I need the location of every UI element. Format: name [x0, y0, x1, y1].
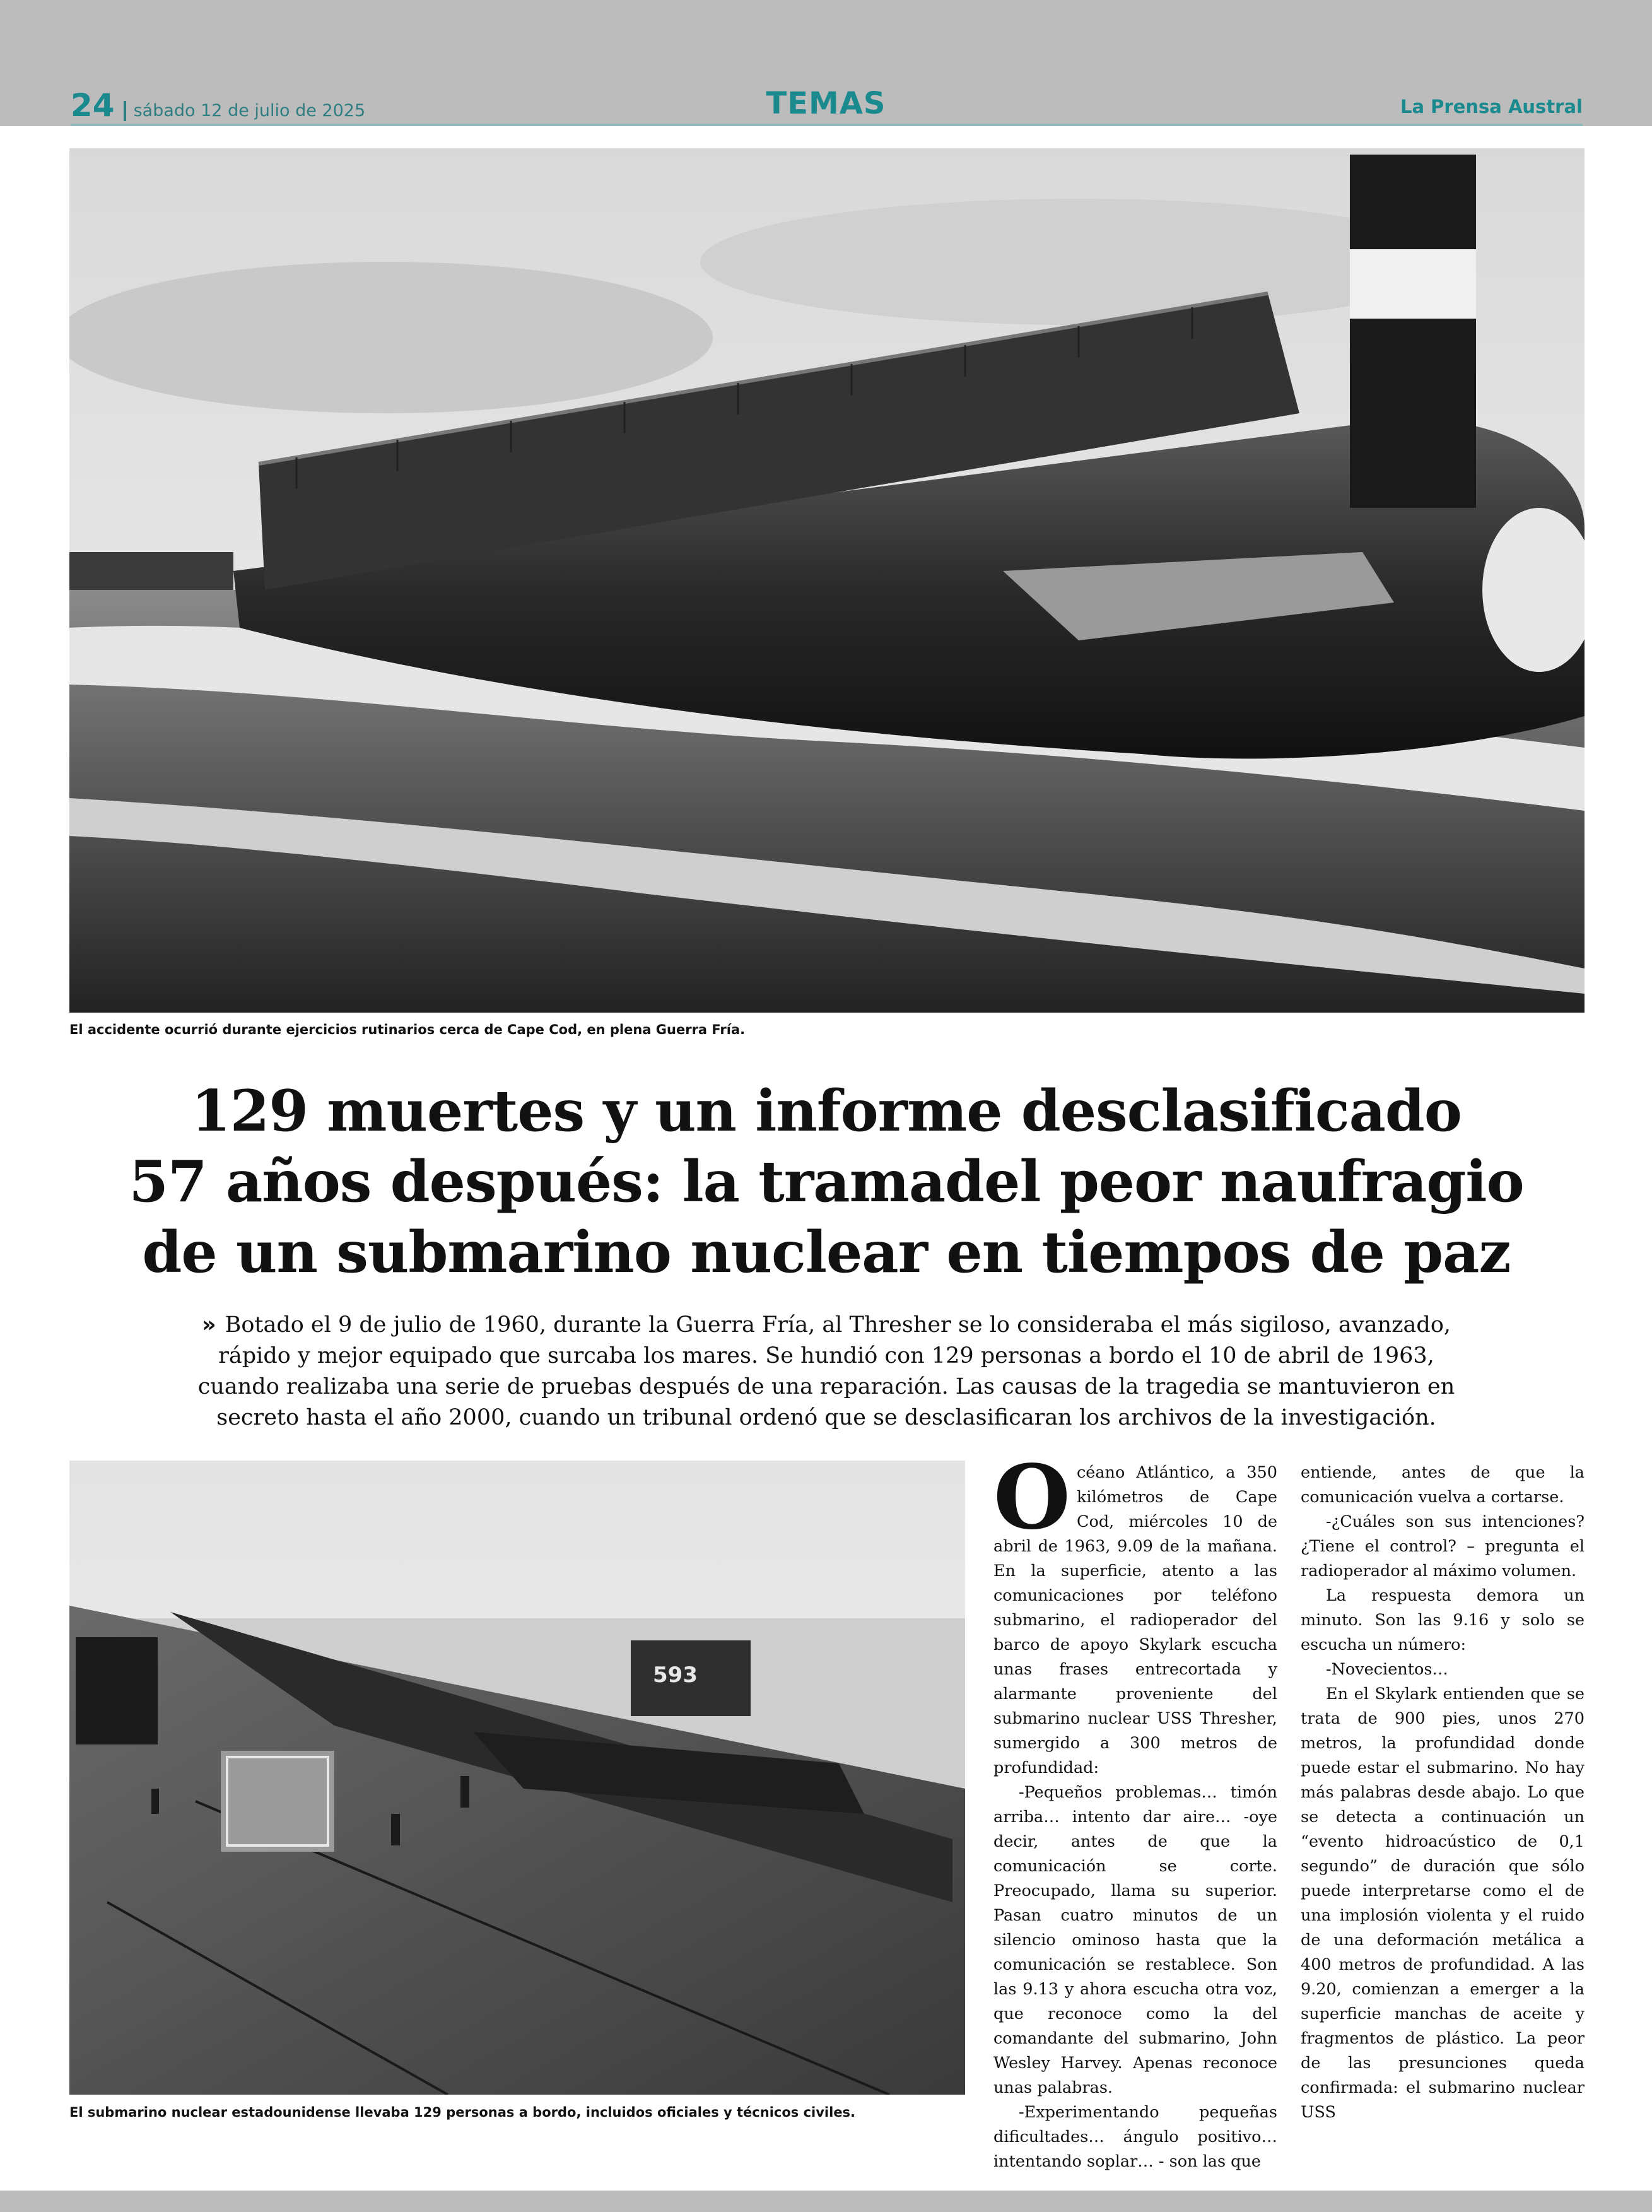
article-paragraph: -¿Cuáles son sus intenciones? ¿Tiene el control? – pregunta el radioperador al máximo volumen.	[1301, 1512, 1585, 1580]
headline	[101, 1076, 1552, 1288]
article-paragraph	[993, 1446, 1277, 1780]
lead-marker-icon: »	[201, 1312, 216, 1338]
top-photo-caption: El accidente ocurrió durante ejercicios rutinarios cerca de Cape Cod, en plena Guerra Fría.	[69, 1022, 746, 1037]
submarine-pier-photo	[69, 1461, 965, 2095]
headline-line-3: de un submarino nuclear en tiempos de paz	[142, 1219, 1511, 1286]
article-paragraph: -Novecientos…	[1326, 1660, 1448, 1679]
article-column-1	[993, 1446, 1277, 2174]
page-header	[0, 0, 1652, 126]
hull-number-label: 593	[653, 1662, 698, 1688]
lead-paragraph	[177, 1310, 1476, 1433]
submarine-launch-photo	[69, 148, 1585, 1013]
bottom-photo-caption: El submarino nuclear estadounidense llevaba 129 personas a bordo, incluidos oficiales y técnicos civiles.	[69, 2105, 856, 2120]
article-paragraph: -Pequeños problemas… timón arriba… intento dar aire… -oye decir, antes de que la comunicación se corte. Preocupado, llama su superior. Pasan cuatro minutos de un silencio ominoso hasta que la comunicación se restablece. Son las 9.13 y ahora escucha otra voz, que reconoce como la del comandante del submarino, John Wesley Harvey. Apenas reconoce unas palabras.	[993, 1783, 1277, 2097]
paragraph-text: céano Atlántico, a 350 kilómetros de Cape Cod, miércoles 10 de abril de 1963, 9.09 de la mañana. En la superficie, atento a las comunicaciones por teléfono submarino, el radioperador del barco de apoyo Skylark escucha unas frases entrecortada y alarmante proveniente del submarino nuclear USS Thresher, sumergido a 300 metros de profundidad:	[993, 1463, 1277, 1777]
article-paragraph: entiende, antes de que la comunicación vuelva a cortarse.	[1301, 1463, 1585, 1507]
newspaper-page	[0, 126, 1652, 2191]
newspaper-brand: La Prensa Austral	[1400, 96, 1583, 117]
article-paragraph: La respuesta demora un minuto. Son las 9.16 y solo se escucha un número:	[1301, 1586, 1585, 1654]
article-paragraph: En el Skylark entienden que se trata de 900 pies, unos 270 metros, la profundidad donde puede estar el submarino. No hay más palabras desde abajo. Lo que se detecta a continuación un “evento hidroacústico de 0,1 segundo” de duración que sólo puede interpretarse como el de una implosión violenta y el ruido de una deformación metálica a 400 metros de profundidad. A las 9.20, comienzan a emerger a la superficie manchas de aceite y fragmentos de plástico. La peor de las presunciones queda confirmada: el submarino nuclear USS	[1301, 1685, 1585, 2122]
headline-line-2: 57 años después: la tramadel peor naufragio	[129, 1148, 1524, 1215]
article-paragraph: -Experimentando pequeñas dificultades… ángulo positivo… intentando soplar… - son las que	[993, 2103, 1277, 2171]
lead-text: Botado el 9 de julio de 1960, durante la Guerra Fría, al Thresher se lo consideraba el más sigiloso, avanzado, rápido y mejor equipado que surcaba los mares. Se hundió con 129 personas a bordo el 10 de abril de 1963, cuando realizaba una serie de pruebas después de una reparación. Las causas de la tragedia se mantuvieron en secreto hasta el año 2000, cuando un tribunal ordenó que se desclasificaran los archivos de la investigación.	[197, 1312, 1455, 1430]
article-column-2	[1301, 1461, 1585, 2125]
drop-cap: O	[993, 1446, 1070, 1550]
issue-date: sábado 12 de julio de 2025	[124, 101, 366, 121]
headline-line-1: 129 muertes y un informe desclasificado	[191, 1078, 1462, 1144]
page-number: 24	[71, 87, 115, 124]
section-title: TEMAS	[766, 86, 886, 121]
